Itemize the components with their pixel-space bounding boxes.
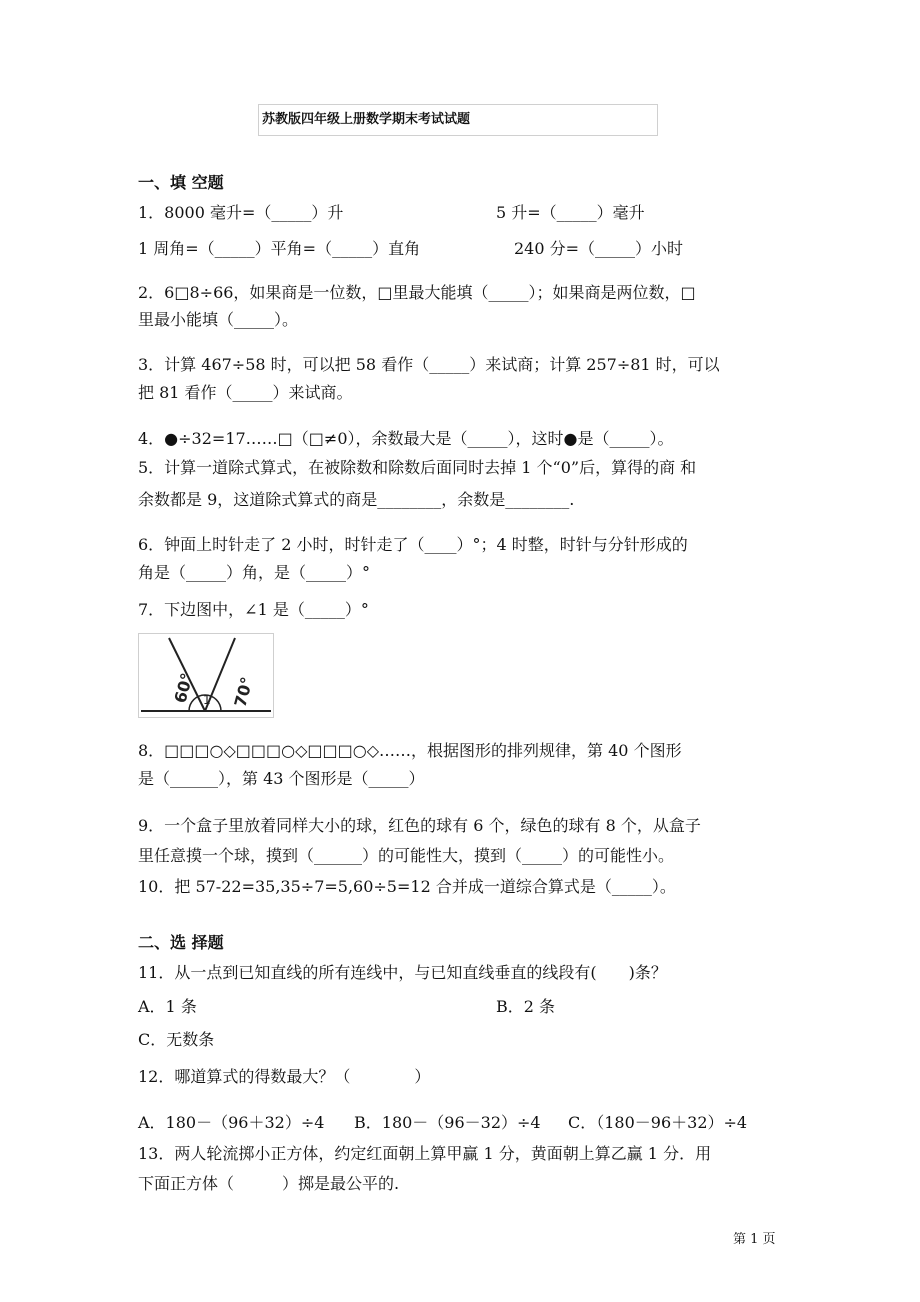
question-1a: 1．8000 毫升=（_____）升: [138, 203, 344, 222]
question-11-option-c: C．无数条: [138, 1030, 215, 1049]
question-8-line1: 8．□□□○◇□□□○◇□□□○◇……，根据图形的排列规律，第 40 个图形: [138, 741, 682, 760]
document-title: 苏教版四年级上册数学期末考试试题: [262, 112, 471, 127]
question-10: 10．把 57-22=35,35÷7=5,60÷5=12 合并成一道综合算式是（_____）。: [138, 877, 676, 896]
section-heading-fill-blank: 一、填 空题: [138, 173, 224, 192]
question-6-line2: 角是（_____）角，是（_____）°: [138, 563, 371, 582]
question-3-line2: 把 81 看作（_____）来试商。: [138, 383, 353, 402]
question-11-option-a: A．1 条: [138, 997, 197, 1016]
page-number: 第 1 页: [733, 1232, 776, 1247]
question-12-option-c: C．（180－96＋32）÷4: [568, 1113, 748, 1132]
question-4: 4．●÷32=17……□（□≠0），余数最大是（_____），这时●是（_____）。: [138, 429, 674, 448]
question-12: 12．哪道算式的得数最大？（ ）: [138, 1067, 431, 1086]
angle-label-left: 60°: [170, 670, 197, 706]
question-1b: 5 升=（_____）毫升: [496, 203, 645, 222]
section-heading-choice: 二、选 择题: [138, 933, 224, 952]
question-1d: 240 分=（_____）小时: [514, 239, 684, 258]
question-5-line1: 5．计算一道除式算式，在被除数和除数后面同时去掉 1 个“0”后，算得的商 和: [138, 458, 697, 477]
question-2-line1: 2．6□8÷66，如果商是一位数，□里最大能填（_____）；如果商是两位数，□: [138, 283, 696, 302]
question-11: 11．从一点到已知直线的所有连线中，与已知直线垂直的线段有( )条？: [138, 963, 667, 982]
question-6-line1: 6．钟面上时针走了 2 小时，时针走了（____）°；4 时整，时针与分针形成的: [138, 535, 688, 554]
angle-diagram: [139, 634, 273, 717]
angle-figure: [138, 633, 274, 718]
question-9-line1: 9．一个盒子里放着同样大小的球，红色的球有 6 个，绿色的球有 8 个，从盒子: [138, 816, 701, 835]
question-2-line2: 里最小能填（_____）。: [138, 310, 299, 329]
question-12-option-b: B．180－（96－32）÷4: [354, 1113, 541, 1132]
question-8-line2: 是（______），第 43 个图形是（_____）: [138, 769, 425, 788]
question-13-line2: 下面正方体（ ）掷是最公平的.: [138, 1174, 400, 1193]
question-9-line2: 里任意摸一个球，摸到（______）的可能性大，摸到（_____）的可能性小。: [138, 846, 675, 865]
question-11-option-b: B．2 条: [496, 997, 556, 1016]
question-1c: 1 周角=（_____）平角=（_____）直角: [138, 239, 421, 258]
question-12-option-a: A．180－（96＋32）÷4: [138, 1113, 325, 1132]
question-3-line1: 3．计算 467÷58 时，可以把 58 看作（_____）来试商；计算 257÷81 时，可以: [138, 355, 720, 374]
angle-label-right: 70°: [230, 674, 257, 710]
question-5-line2: 余数都是 9，这道除式算式的商是________，余数是________.: [138, 490, 575, 509]
angle-mark: 1: [203, 693, 211, 707]
question-13-line1: 13．两人轮流掷小正方体，约定红面朝上算甲赢 1 分，黄面朝上算乙赢 1 分．用: [138, 1144, 712, 1163]
question-7: 7．下边图中，∠1 是（_____）°: [138, 600, 369, 619]
